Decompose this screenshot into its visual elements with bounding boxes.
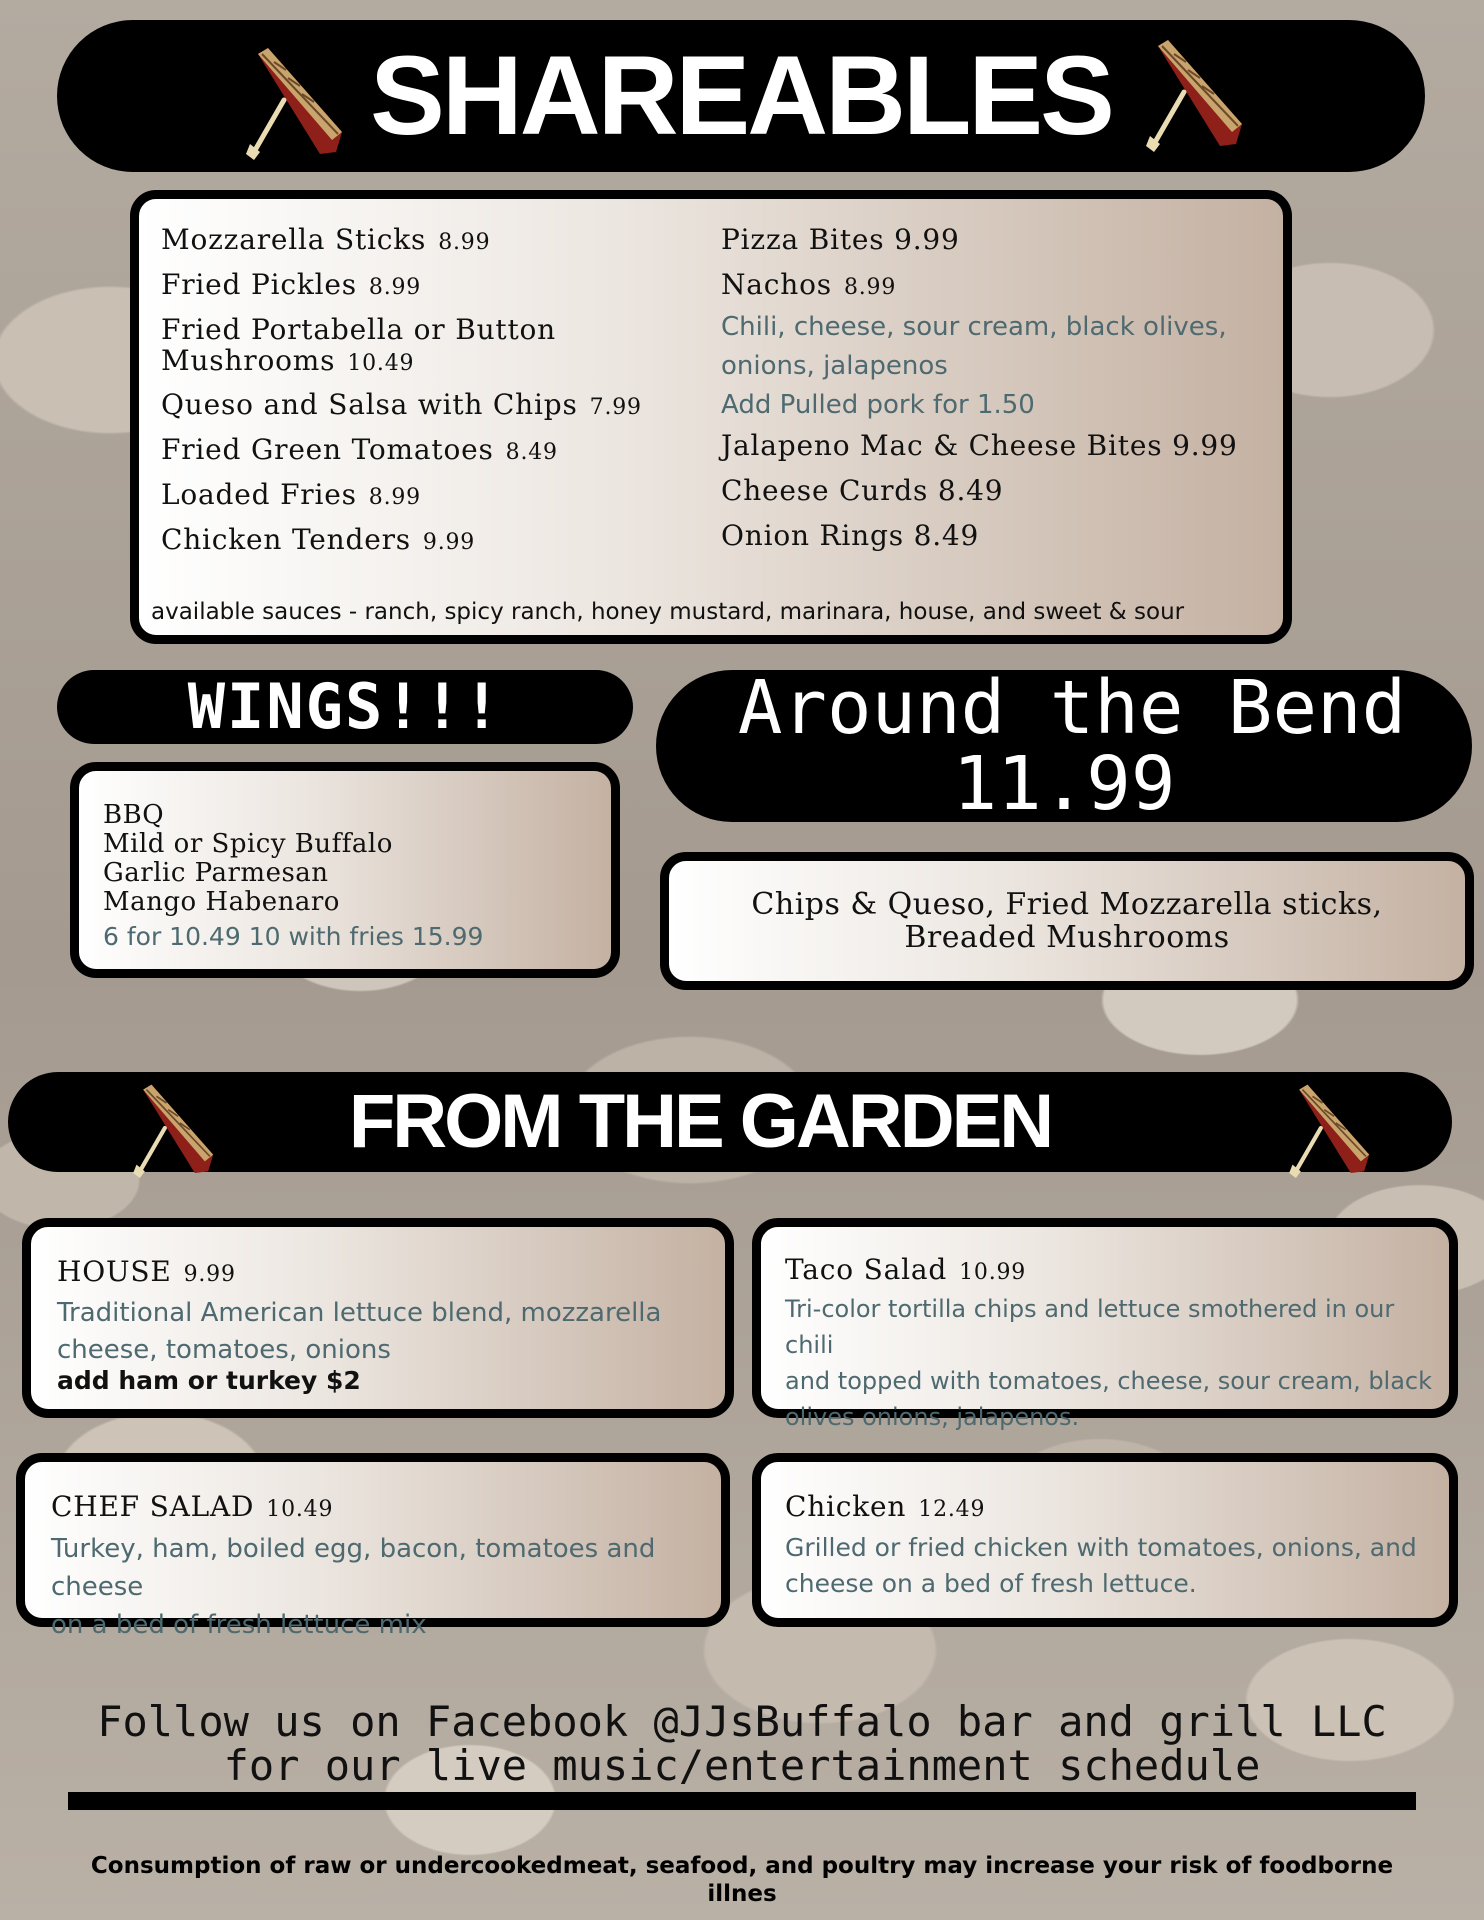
taco-salad-box (752, 1218, 1458, 1431)
salad-name: Chicken 12.49 (785, 1490, 986, 1523)
footer-divider (68, 1792, 1416, 1810)
chef-salad-box (16, 1453, 730, 1640)
salad-name: HOUSE 9.99 (57, 1255, 236, 1288)
menu-item: Cheese Curds 8.49 (721, 474, 1004, 507)
around-the-bend-price: 11.99 (952, 741, 1176, 827)
facebook-promo-line: for our live music/entertainment schedule (223, 1741, 1261, 1790)
canoe-icon (1140, 32, 1250, 152)
menu-item-description: Chili, cheese, sour cream, black olives, (721, 312, 1227, 342)
salad-description: Grilled or fried chicken with tomatoes, onions, and (785, 1533, 1417, 1562)
salad-name: CHEF SALAD 10.49 (51, 1490, 334, 1523)
salad-description: on a bed of fresh lettuce mix (51, 1610, 427, 1640)
wing-flavor: Mango Habenaro (103, 887, 340, 917)
menu-item: Fried Green Tomatoes 8.49 (161, 433, 558, 466)
wings-box (70, 762, 620, 978)
facebook-promo (0, 1697, 1484, 1790)
menu-item: Nachos 8.99 (721, 268, 897, 301)
menu-item: Pizza Bites 9.99 (721, 223, 960, 256)
menu-item: Fried Portabella or Button Mushrooms 10.49 (161, 313, 556, 377)
salad-description: Turkey, ham, boiled egg, bacon, tomatoes and cheese (51, 1534, 656, 1602)
facebook-promo-line: Follow us on Facebook @JJsBuffalo bar and grill LLC (97, 1697, 1387, 1746)
salad-description: Traditional American lettuce blend, mozzarella (57, 1298, 662, 1328)
menu-item-addon: Add Pulled pork for 1.50 (721, 390, 1035, 420)
menu-item: Chicken Tenders 9.99 (161, 523, 476, 556)
canoe-icon (126, 1078, 222, 1178)
chicken-salad-box (752, 1453, 1458, 1627)
menu-item: Fried Pickles 8.99 (161, 268, 422, 301)
wing-flavor: BBQ (103, 800, 165, 830)
shareables-title: SHAREABLES (370, 33, 1112, 158)
menu-item: Onion Rings 8.49 (721, 519, 980, 552)
canoe-icon (1282, 1078, 1378, 1178)
around-the-bend-box (660, 852, 1474, 990)
bend-description-line: Chips & Queso, Fried Mozzarella sticks, (751, 887, 1383, 922)
salad-name: Taco Salad 10.99 (785, 1253, 1027, 1286)
wings-price: 6 for 10.49 10 with fries 15.99 (103, 922, 484, 951)
menu-item: Mozzarella Sticks 8.99 (161, 223, 491, 256)
shareables-menu-box (130, 190, 1292, 644)
salad-description: cheese on a bed of fresh lettuce. (785, 1569, 1197, 1598)
wings-list (103, 801, 483, 957)
salad-description: olives onions, jalapenos. (785, 1403, 1080, 1431)
wings-banner (57, 670, 633, 744)
garden-title: FROM THE GARDEN (348, 1079, 1052, 1164)
food-safety-disclaimer: Consumption of raw or undercookedmeat, seafood, and poultry may increase your risk of foodborne illnes (90, 1853, 1394, 1907)
canoe-icon (240, 40, 350, 160)
around-the-bend-banner (656, 665, 1472, 827)
shareables-right-column (721, 225, 1281, 566)
wing-flavor: Garlic Parmesan (103, 858, 329, 888)
menu-item-description: onions, jalapenos (721, 351, 948, 381)
wing-flavor: Mild or Spicy Buffalo (103, 829, 393, 859)
around-the-bend-title: Around the Bend (737, 665, 1407, 751)
sauces-note: available sauces - ranch, spicy ranch, honey mustard, marinara, house, and sweet & sour (151, 599, 1185, 625)
house-salad-box (22, 1218, 734, 1418)
salad-description: Tri-color tortilla chips and lettuce smothered in our chili (785, 1295, 1395, 1359)
menu-item: Queso and Salsa with Chips 7.99 (161, 388, 642, 421)
garden-banner (8, 1072, 1452, 1172)
salad-addon: add ham or turkey $2 (57, 1366, 361, 1395)
salad-description: cheese, tomatoes, onions (57, 1335, 391, 1365)
wings-title: WINGS!!! (187, 670, 503, 743)
salad-description: and topped with tomatoes, cheese, sour cream, black (785, 1367, 1433, 1395)
bend-description-line: Breaded Mushrooms (904, 920, 1230, 955)
shareables-left-column (161, 225, 691, 570)
menu-item: Loaded Fries 8.99 (161, 478, 421, 511)
menu-item: Jalapeno Mac & Cheese Bites 9.99 (721, 429, 1238, 462)
